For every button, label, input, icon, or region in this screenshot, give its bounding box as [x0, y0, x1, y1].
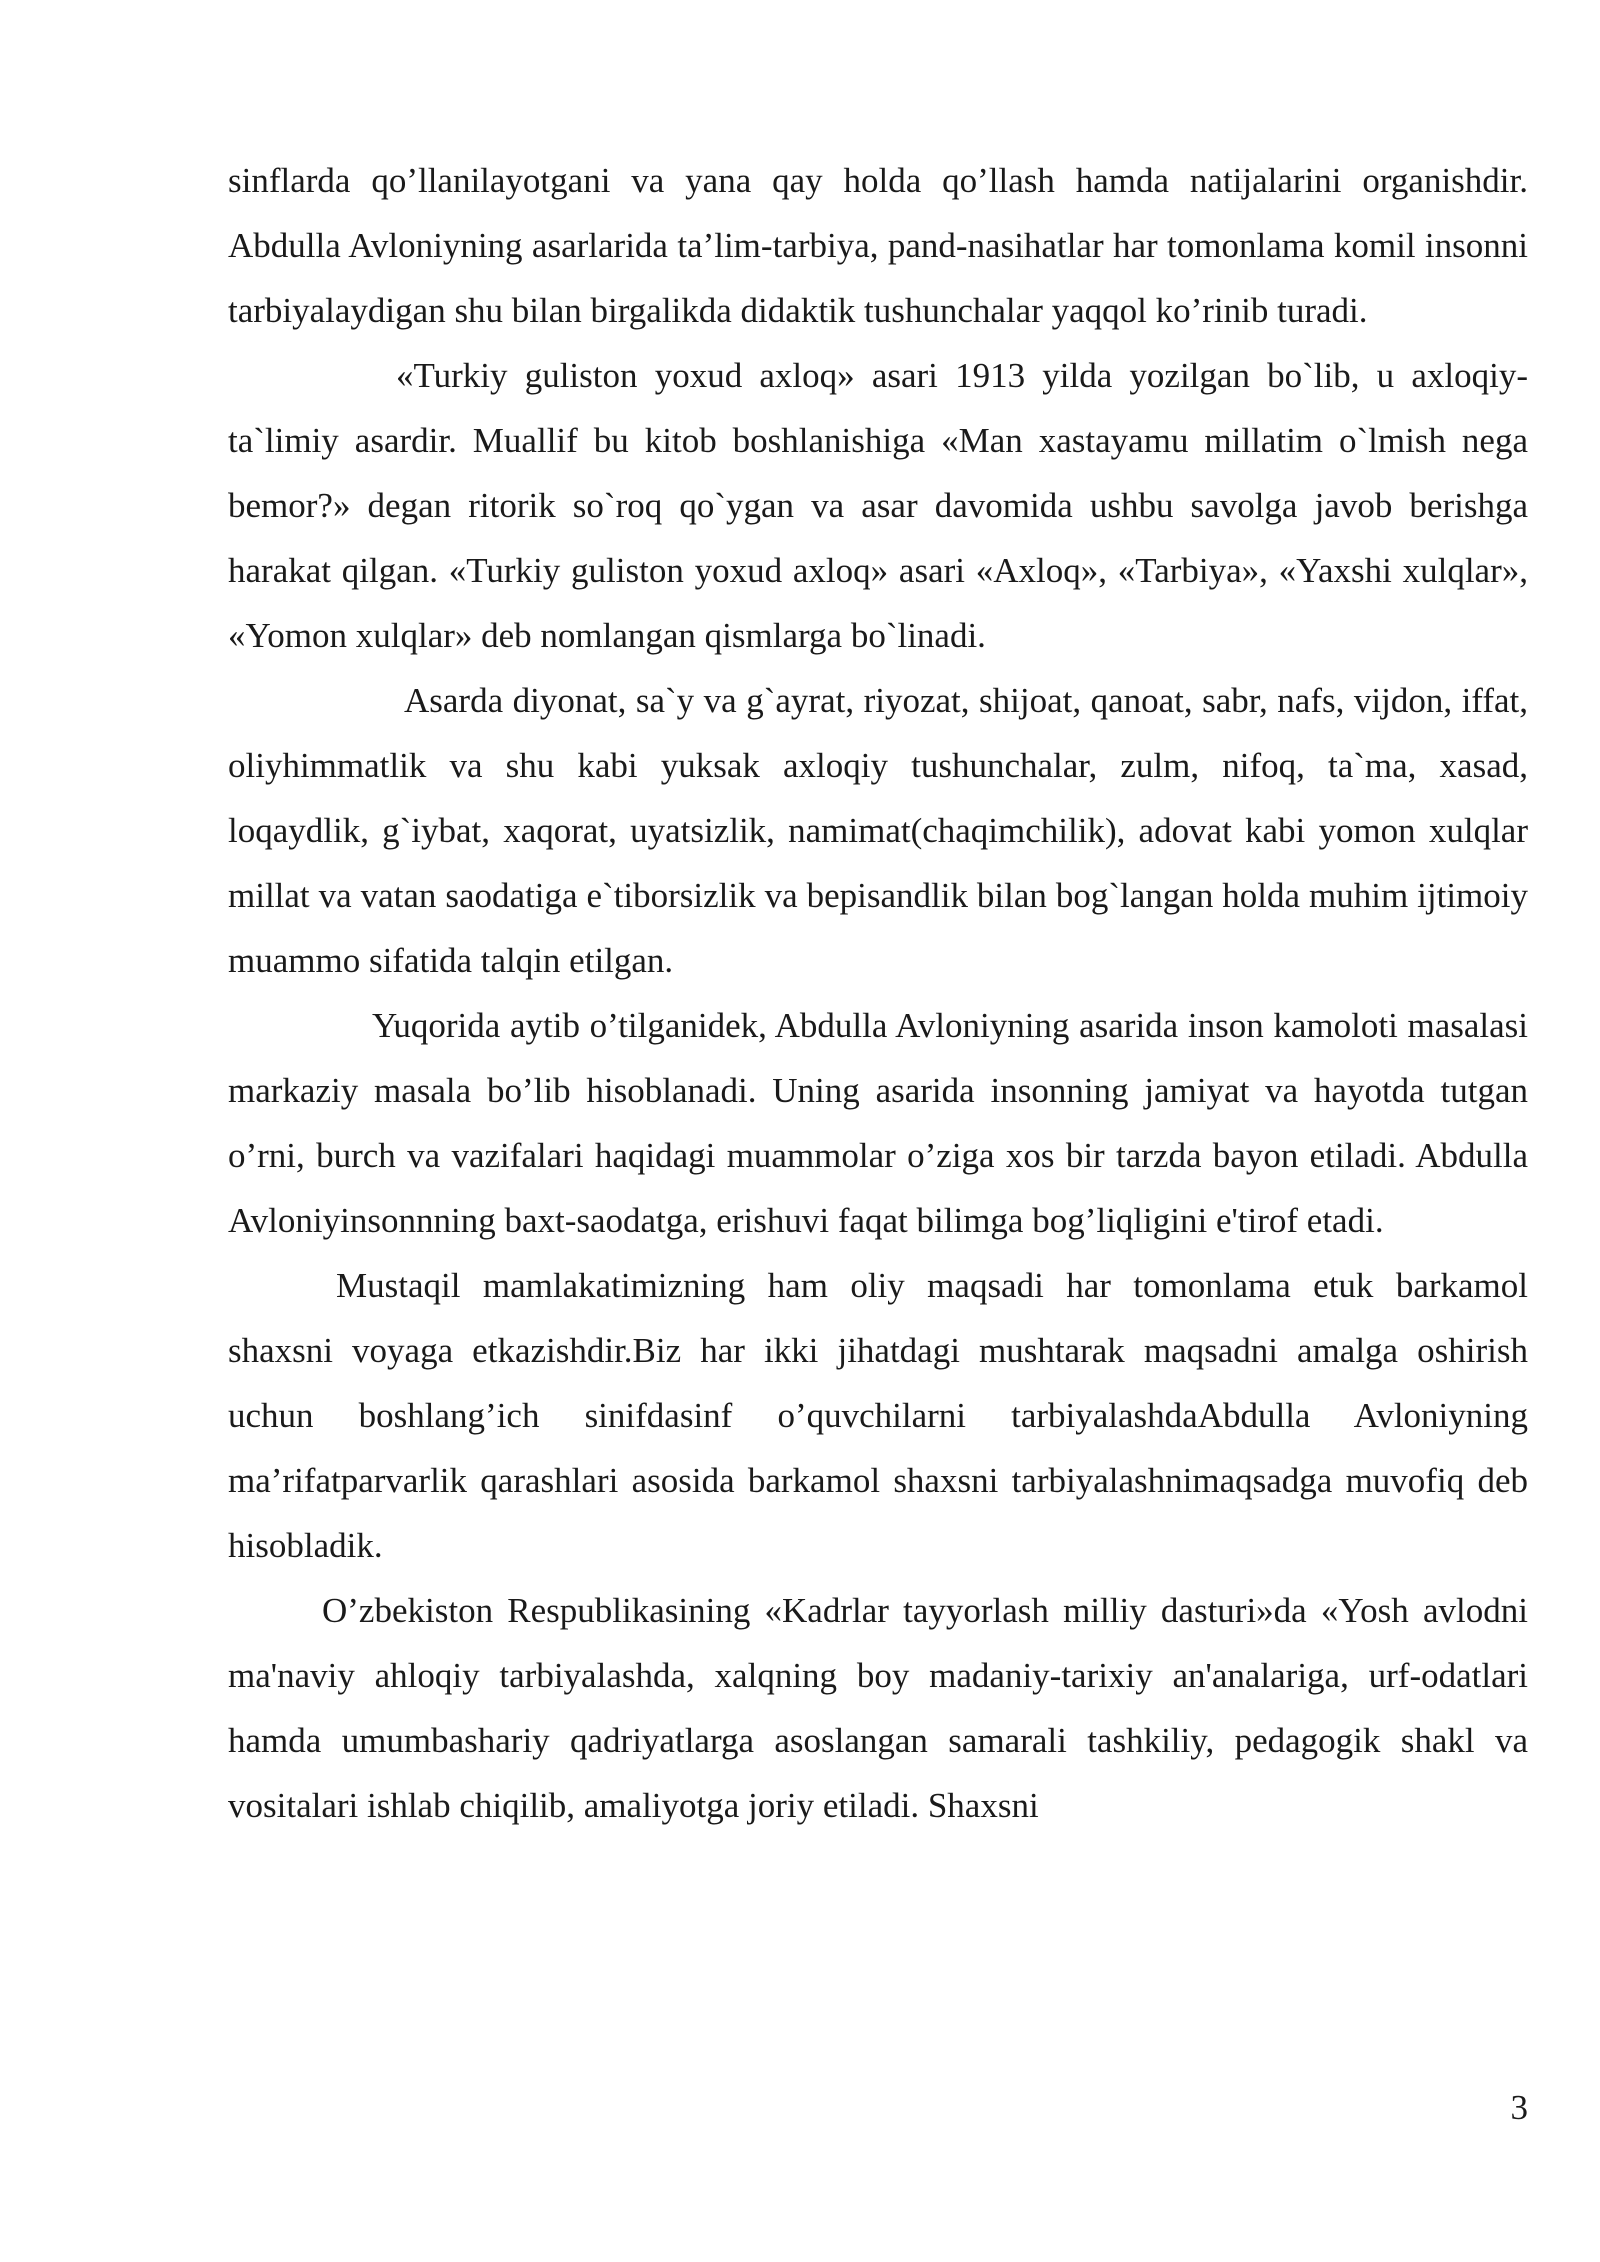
paragraph-yuqorida: Yuqorida aytib o’tilganidek, Abdulla Avloniyning asarida inson kamoloti masalasi markaziy masala bo’lib hisoblanadi. Uning asarida insonning jamiyat va hayotda tutgan o’rni, burch va vazifalari haqidagi muammolar o’ziga xos bir tarzda bayon etiladi. Abdulla Avloniyinsonnning baxt-saodatga, erishuvi faqat bilimga bog’liqligini e'tirof etadi. [228, 1006, 1528, 1240]
paragraph-mustaqil: Mustaqil mamlakatimizning ham oliy maqsadi har tomonlama etuk barkamol shaxsni voyaga etkazishdir.Biz har ikki jihatdagi mushtarak maqsadni amalga oshirish uchun boshlang’ich sinifdasinf o’quvchilarni tarbiyalashdaAbdulla Avloniyning ma’rifatparvarlik qarashlari asosida barkamol shaxsni tarbiyalashnimaqsadga muvofiq deb hisobladik. [228, 1266, 1528, 1565]
page-body [228, 148, 1528, 1838]
paragraph-turkiy-guliston: «Turkiy guliston yoxud axloq» asari 1913 yilda yozilgan bo`lib, u axloqiy-ta`limiy asardir. Muallif bu kitob boshlanishiga «Man xastayamu millatim o`lmish nega bemor?» degan ritorik so`roq qo`ygan va asar davomida ushbu savolga javob berishga harakat qilgan. «Turkiy guliston yoxud axloq» asari «Axloq», «Tarbiya», «Yaxshi xulqlar», «Yomon xulqlar» deb nomlangan qismlarga bo`linadi. [228, 356, 1528, 655]
paragraph-asarda-diyonat: Asarda diyonat, sa`y va g`ayrat, riyozat, shijoat, qanoat, sabr, nafs, vijdon, iffat, oliyhimmatlik va shu kabi yuksak axloqiy tushunchalar, zulm, nifoq, ta`ma, xasad, loqaydlik, g`iybat, xaqorat, uyatsizlik, namimat(chaqimchilik), adovat kabi yomon xulqlar millat va vatan saodatiga e`tiborsizlik va bepisandlik bilan bog`langan holda muhim ijtimoiy muammo sifatida talqin etilgan. [228, 681, 1528, 980]
page-number: 3 [1510, 2088, 1528, 2127]
paragraph-ozbekiston: O’zbekiston Respublikasining «Kadrlar tayyorlash milliy dasturi»da «Yosh avlodni ma'naviy ahloqiy tarbiyalashda, xalqning boy madaniy-tarixiy an'analariga, urf-odatlari hamda umumbashariy qadriyatlarga asoslangan samarali tashkiliy, pedagogik shakl va vositalari ishlab chiqilib, amaliyotga joriy etiladi. Shaxsni [228, 1591, 1528, 1825]
paragraph-intro-continuation: sinflarda qo’llanilayotgani va yana qay holda qo’llash hamda natijalarini organishdir. Abdulla Avloniyning asarlarida ta’lim-tarbiya, pand-nasihatlar har tomonlama komil insonni tarbiyalaydigan shu bilan birgalikda didaktik tushunchalar yaqqol ko’rinib turadi. [228, 161, 1528, 330]
